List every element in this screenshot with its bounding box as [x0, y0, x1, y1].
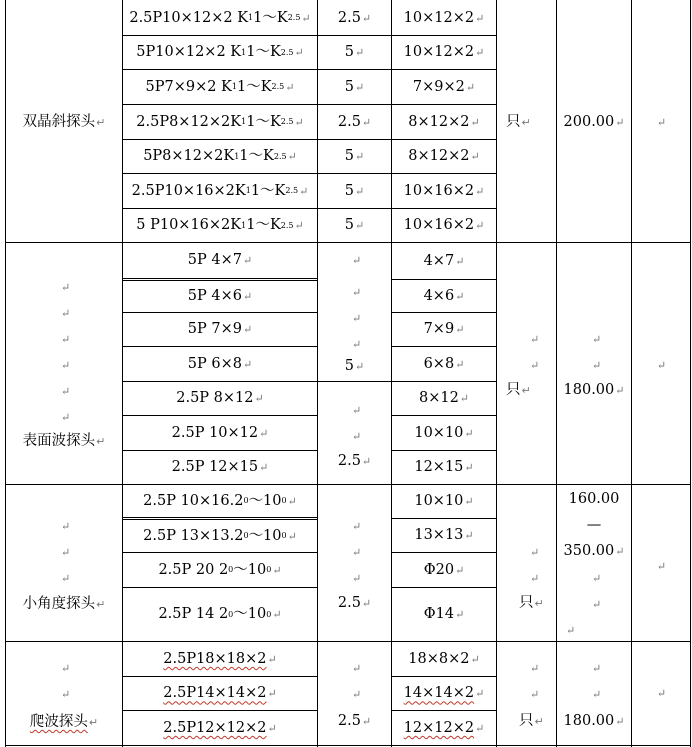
- paragraph-mark: ↵: [592, 359, 602, 372]
- freq-text: 2.5: [337, 594, 361, 611]
- paragraph-mark: ↵: [459, 392, 470, 405]
- spec-cell: [123, 485, 317, 517]
- unit-text: 只: [519, 594, 534, 611]
- unit-cell: [519, 592, 556, 614]
- size-cell: [392, 280, 496, 312]
- paragraph-mark: ↵: [352, 546, 362, 559]
- spec-cell: [123, 281, 317, 312]
- size-text: 8×12×2: [408, 113, 470, 130]
- spec-sub: 2.5: [271, 82, 285, 91]
- freq-cell: [318, 140, 391, 173]
- spec-text: 2.5P10×16×2K: [131, 182, 246, 199]
- paragraph-mark: ↵: [355, 80, 365, 94]
- unit-cell: [506, 105, 556, 140]
- spec-sub: 2.5: [280, 117, 294, 126]
- freq-text: 2.5: [337, 9, 361, 26]
- paragraph-mark: ↵: [352, 254, 362, 267]
- size-text: 8×12×2: [408, 148, 470, 165]
- freq-cell: [318, 450, 391, 472]
- price-low-cell: [557, 488, 631, 510]
- freq-cell: [318, 209, 391, 242]
- freq-cell: [318, 592, 391, 614]
- size-text: 4×6: [423, 287, 455, 304]
- paragraph-mark: ↵: [294, 115, 304, 129]
- size-cell: [392, 209, 496, 242]
- paragraph-mark: ↵: [61, 662, 71, 675]
- paragraph-mark: ↵: [521, 116, 531, 129]
- size-text: Φ20: [423, 561, 455, 578]
- size-cell: [392, 174, 496, 208]
- freq-cell: [318, 1, 391, 35]
- freq-text: 5: [344, 182, 354, 199]
- spec-k: 1～K: [236, 78, 272, 95]
- paragraph-mark: ↵: [455, 323, 465, 336]
- paragraph-mark: ↵: [475, 687, 485, 700]
- paragraph-mark: ↵: [464, 461, 474, 474]
- spec-text: 2.5P12×12×2: [163, 719, 267, 736]
- paragraph-mark: ↵: [615, 714, 625, 728]
- paragraph-mark: ↵: [615, 116, 625, 129]
- spec-cell: [123, 243, 317, 278]
- paragraph-mark: ↵: [656, 358, 667, 372]
- paragraph-mark: ↵: [475, 219, 485, 232]
- paragraph-mark: ↵: [352, 312, 362, 325]
- paragraph-mark: ↵: [592, 598, 602, 611]
- paragraph-mark: ↵: [352, 572, 362, 585]
- paragraph-mark: ↵: [61, 359, 71, 372]
- spec-text: 5P8×12×2K: [143, 148, 235, 165]
- paragraph-mark: ↵: [475, 721, 485, 735]
- freq-text: 2.5: [337, 452, 361, 469]
- size-cell: [392, 553, 496, 587]
- paragraph-mark: ↵: [530, 546, 540, 559]
- category-cell: [6, 105, 122, 140]
- freq-text: 5: [344, 357, 354, 374]
- size-cell: [392, 642, 496, 676]
- freq-text: 2.5: [337, 113, 361, 130]
- spec-text: ～10: [233, 606, 267, 623]
- spec-text: 2.5P 10×12: [171, 424, 259, 441]
- remark-cell: [632, 354, 690, 376]
- spec-text: 2.5P14×14×2: [163, 685, 267, 702]
- paragraph-mark: ↵: [294, 219, 304, 232]
- size-text: 7×9×2: [412, 78, 465, 95]
- spec-text: 5P7×9×2 K: [145, 78, 232, 95]
- size-text: 10×16×2: [403, 217, 475, 234]
- paragraph-mark: ↵: [352, 286, 362, 299]
- paragraph-mark: ↵: [361, 115, 372, 129]
- spec-text: 2.5P 12×15: [171, 459, 259, 476]
- spec-k: 1～K: [246, 217, 281, 234]
- size-cell: [392, 140, 496, 173]
- degree-sup: 0: [281, 531, 287, 540]
- paragraph-mark: ↵: [61, 385, 71, 398]
- paragraph-mark: ↵: [267, 687, 277, 700]
- category-label: 小角度探头: [22, 595, 96, 612]
- spec-cell: [123, 588, 317, 641]
- paragraph-mark: ↵: [299, 184, 309, 198]
- section-line: [5, 641, 691, 642]
- section-line: [5, 242, 691, 243]
- section-line: [5, 484, 691, 485]
- size-cell: [392, 347, 496, 381]
- spec-cell: [123, 382, 317, 415]
- paragraph-mark: ↵: [566, 624, 576, 637]
- category-cell: [6, 428, 122, 454]
- freq-text: 5: [344, 78, 354, 95]
- spec-text: 5P 4×6: [187, 288, 242, 305]
- category-cell: [6, 710, 122, 734]
- price-text: 200.00: [563, 114, 615, 131]
- paragraph-mark: ↵: [352, 520, 362, 533]
- spec-cell: [123, 347, 317, 381]
- degree-sup: 0: [243, 496, 249, 505]
- paragraph-mark: ↵: [615, 383, 625, 397]
- paragraph-mark: ↵: [96, 597, 106, 611]
- paragraph-mark: ↵: [455, 357, 465, 371]
- paragraph-mark: ↵: [287, 529, 297, 543]
- size-cell: [392, 588, 496, 641]
- paragraph-mark: ↵: [96, 434, 106, 448]
- paragraph-mark: ↵: [361, 11, 372, 25]
- category-label: 表面波探头: [22, 432, 96, 449]
- paragraph-mark: ↵: [455, 254, 465, 268]
- paragraph-mark: ↵: [352, 404, 362, 417]
- degree-sup: 0: [266, 565, 272, 574]
- freq-cell: [318, 710, 391, 732]
- paragraph-mark: ↵: [285, 80, 295, 94]
- degree-sup: 0: [266, 609, 272, 619]
- paragraph-mark: ↵: [88, 715, 99, 729]
- paragraph-mark: ↵: [592, 572, 602, 585]
- spec-text: 5P 6×8: [187, 355, 242, 372]
- paragraph-mark: ↵: [61, 546, 71, 559]
- price-cell: [557, 105, 631, 140]
- degree-sup: 0: [228, 609, 234, 619]
- size-text: 14×14×2: [403, 685, 475, 702]
- size-cell: [392, 519, 496, 552]
- size-cell: [392, 711, 496, 745]
- paragraph-mark: ↵: [242, 254, 253, 267]
- freq-text: 2.5: [337, 712, 361, 729]
- spec-sub: 2.5: [287, 13, 301, 22]
- spec-sub: 2.5: [285, 186, 299, 195]
- dash-text: —: [586, 516, 602, 533]
- paragraph-mark: ↵: [61, 281, 71, 294]
- size-text: 10×10: [414, 424, 464, 441]
- paragraph-mark: ↵: [61, 520, 71, 533]
- paragraph-mark: ↵: [259, 426, 269, 440]
- paragraph-mark: ↵: [61, 411, 71, 424]
- size-text: Φ14: [423, 606, 455, 623]
- spec-text: ～10: [248, 527, 282, 544]
- price-dash-cell: [557, 514, 631, 536]
- size-text: 10×10: [414, 493, 464, 510]
- freq-cell: [318, 70, 391, 104]
- paragraph-mark: ↵: [361, 454, 372, 468]
- freq-cell: [318, 355, 391, 377]
- paragraph-mark: ↵: [352, 338, 362, 351]
- paragraph-mark: ↵: [352, 430, 362, 443]
- spec-cell: [123, 313, 317, 346]
- paragraph-mark: ↵: [355, 46, 365, 59]
- spec-k: 1～K: [250, 182, 286, 199]
- paragraph-mark: ↵: [465, 80, 476, 94]
- col-line: [690, 0, 691, 747]
- spec-text: 5P 7×9: [187, 321, 242, 338]
- size-text: 10×12×2: [403, 9, 475, 26]
- paragraph-mark: ↵: [272, 563, 282, 577]
- paragraph-mark: ↵: [470, 115, 480, 129]
- unit-cell: [506, 379, 556, 401]
- price-high-cell: [557, 540, 631, 562]
- paragraph-mark: ↵: [530, 359, 540, 372]
- spec-cell: [123, 711, 317, 745]
- paragraph-mark: ↵: [294, 46, 304, 59]
- paragraph-mark: ↵: [521, 383, 531, 397]
- paragraph-mark: ↵: [656, 559, 667, 573]
- spec-text: 2.5P 20 2: [158, 561, 229, 578]
- category-cell: [6, 592, 122, 616]
- paragraph-mark: ↵: [61, 333, 71, 346]
- spec-text: 5P10×12×2 K: [136, 44, 242, 61]
- size-cell: [392, 105, 496, 139]
- size-cell: [392, 416, 496, 450]
- paragraph-mark: ↵: [464, 495, 474, 508]
- paragraph-mark: ↵: [355, 359, 365, 373]
- degree-sup: 0: [228, 565, 234, 574]
- size-text: 10×12×2: [403, 44, 475, 61]
- paragraph-mark: ↵: [534, 596, 544, 610]
- spec-text: 2.5P8×12×2K: [136, 113, 242, 130]
- spec-text: 2.5P 14 2: [158, 606, 229, 623]
- size-cell: [392, 313, 496, 346]
- paragraph-mark: ↵: [455, 289, 465, 303]
- col-line: [496, 0, 497, 747]
- paragraph-mark: ↵: [361, 596, 372, 610]
- spec-k: 1～K: [246, 44, 281, 61]
- paragraph-mark: ↵: [455, 608, 465, 621]
- paragraph-mark: ↵: [361, 714, 372, 728]
- size-cell: [392, 485, 496, 518]
- freq-text: 5: [344, 44, 354, 61]
- paragraph-mark: ↵: [592, 688, 602, 701]
- spec-cell: [123, 416, 317, 450]
- unit-cell: [519, 710, 556, 732]
- spec-text: 2.5P 10×16.2: [143, 492, 244, 509]
- category-label: 爬波探头: [29, 713, 88, 730]
- size-cell: [392, 70, 496, 104]
- spec-cell: [123, 553, 317, 587]
- spec-cell: [123, 677, 317, 710]
- paragraph-mark: ↵: [464, 426, 474, 440]
- spec-k: 1～K: [253, 9, 288, 26]
- size-cell: [392, 243, 496, 279]
- spec-cell: [123, 520, 317, 552]
- paragraph-mark: ↵: [355, 219, 365, 232]
- spec-text: 5 P10×16×2K: [136, 217, 242, 234]
- freq-cell: [318, 105, 391, 139]
- size-cell: [392, 1, 496, 35]
- category-label: 双晶斜探头: [22, 114, 96, 131]
- paragraph-mark: ↵: [267, 721, 277, 735]
- freq-cell: [318, 36, 391, 69]
- freq-text: 5: [344, 148, 354, 165]
- paragraph-mark: ↵: [272, 608, 282, 621]
- paragraph-mark: ↵: [530, 572, 540, 585]
- price-text: 180.00: [563, 712, 615, 729]
- paragraph-mark: ↵: [96, 116, 106, 129]
- spec-text: 2.5P 8×12: [176, 390, 254, 407]
- paragraph-mark: ↵: [242, 323, 253, 336]
- paragraph-mark: ↵: [61, 572, 71, 585]
- spec-cell: 2.5P10×16×2K 1 1～K 2.5 ↵: [131, 182, 309, 199]
- paragraph-mark: ↵: [267, 652, 277, 666]
- paragraph-mark: ↵: [592, 662, 602, 675]
- remark-cell: [632, 105, 690, 140]
- freq-text: 5: [344, 217, 354, 234]
- size-cell: [392, 451, 496, 484]
- spec-cell: 2.5P8×12×2K 1 1～K 2.5 ↵: [136, 113, 304, 130]
- spec-cell: 5P10×12×2 K 1 1～K 2.5 ↵: [136, 44, 304, 61]
- paragraph-mark: ↵: [656, 116, 667, 129]
- size-cell: [392, 382, 496, 415]
- price-cell: [557, 379, 631, 401]
- spec-cell: [123, 451, 317, 484]
- paragraph-mark: ↵: [464, 529, 474, 542]
- paragraph-mark: ↵: [530, 662, 540, 675]
- paragraph-mark: ↵: [242, 357, 253, 371]
- freq-cell: [318, 174, 391, 208]
- spec-sub: 2.5: [280, 47, 294, 57]
- size-cell: [392, 677, 496, 710]
- paragraph-mark: ↵: [287, 150, 297, 163]
- degree-sup: 0: [243, 531, 249, 540]
- size-text: 10×16×2: [403, 182, 475, 199]
- spec-cell: [123, 642, 317, 676]
- spec-text: 2.5P18×18×2: [163, 650, 267, 667]
- section-line: [5, 745, 691, 746]
- price-text: 180.00: [563, 381, 615, 398]
- price-text: 350.00: [563, 542, 615, 559]
- paragraph-mark: ↵: [656, 686, 667, 700]
- size-text: 7×9: [423, 321, 455, 338]
- spec-text: ～10: [233, 561, 267, 578]
- remark-cell: [632, 682, 690, 704]
- spec-k: 1～K: [246, 113, 281, 130]
- remark-cell: [632, 555, 690, 577]
- paragraph-mark: ↵: [301, 11, 311, 25]
- paragraph-mark: ↵: [475, 46, 485, 59]
- degree-sup: 0: [281, 496, 287, 505]
- spec-cell: 5P7×9×2 K 1 1～K 2.5 ↵: [145, 78, 295, 95]
- spec-cell: 2.5P10×12×2 K 1 1～K 2.5 ↵: [129, 9, 311, 26]
- unit-text: 只: [506, 381, 521, 398]
- paragraph-mark: ↵: [592, 333, 602, 346]
- size-text: 6×8: [423, 355, 455, 372]
- paragraph-mark: ↵: [470, 150, 480, 163]
- unit-text: 只: [519, 712, 534, 729]
- paragraph-mark: ↵: [534, 714, 544, 728]
- paragraph-mark: ↵: [530, 333, 540, 346]
- paragraph-mark: ↵: [61, 688, 71, 701]
- paragraph-mark: ↵: [475, 11, 485, 25]
- spec-text: 2.5P10×12×2 K: [129, 9, 249, 26]
- spec-sub: 2.5: [280, 220, 294, 230]
- paragraph-mark: ↵: [530, 688, 540, 701]
- size-text: 13×13: [414, 527, 464, 544]
- size-text: 4×7: [423, 252, 455, 269]
- paragraph-mark: ↵: [352, 662, 362, 675]
- size-cell: [392, 36, 496, 69]
- price-text: 160.00: [568, 490, 620, 507]
- unit-text: 只: [506, 114, 521, 131]
- paragraph-mark: ↵: [259, 461, 269, 474]
- spec-k: 1～K: [239, 148, 274, 165]
- spec-cell: 5P8×12×2K 1 1～K 2.5 ↵: [143, 148, 297, 165]
- size-text: 18×8×2: [408, 650, 470, 667]
- size-text: 12×12×2: [403, 719, 475, 736]
- paragraph-mark: ↵: [242, 290, 253, 303]
- size-text: 8×12: [418, 390, 459, 407]
- paragraph-mark: ↵: [254, 392, 264, 405]
- spec-text: 5P 4×7: [187, 252, 242, 269]
- paragraph-mark: ↵: [355, 184, 365, 198]
- paragraph-mark: ↵: [470, 652, 480, 666]
- spec-sub: 2.5: [273, 151, 287, 161]
- spec-text: 2.5P 13×13.2: [143, 527, 244, 544]
- paragraph-mark: ↵: [61, 307, 71, 320]
- paragraph-mark: ↵: [287, 494, 297, 508]
- spec-text: ～10: [248, 492, 282, 509]
- paragraph-mark: ↵: [455, 563, 465, 577]
- size-text: 12×15: [414, 459, 464, 476]
- paragraph-mark: ↵: [355, 150, 365, 163]
- spec-cell: 5 P10×16×2K 1 1～K 2.5 ↵: [136, 217, 304, 234]
- paragraph-mark: ↵: [615, 544, 625, 558]
- price-cell: [557, 710, 631, 732]
- paragraph-mark: ↵: [352, 688, 362, 701]
- paragraph-mark: ↵: [475, 184, 485, 198]
